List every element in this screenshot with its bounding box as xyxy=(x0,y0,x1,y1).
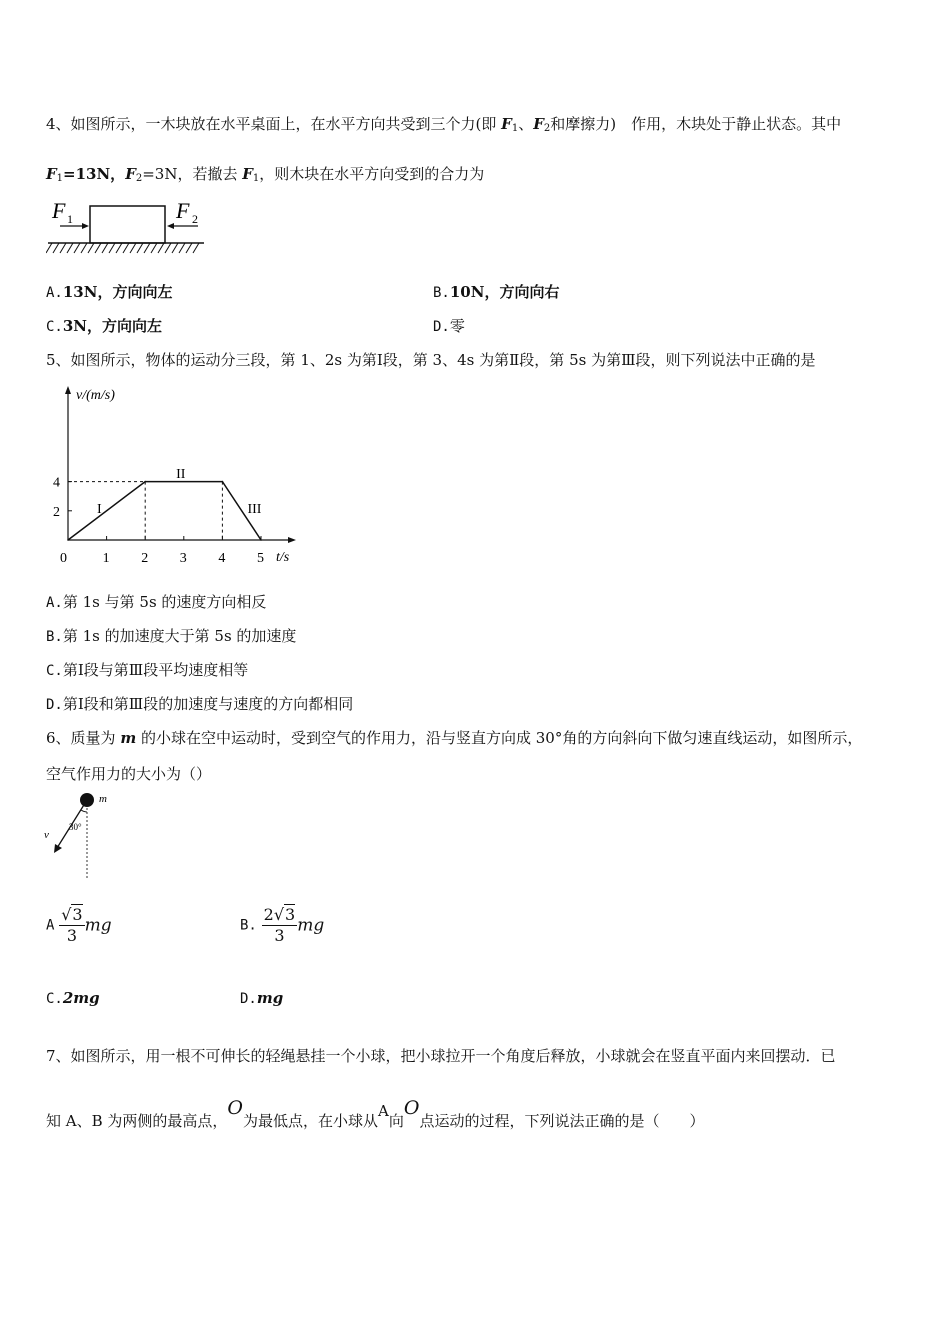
hatch-mark xyxy=(46,243,52,253)
fraction-radicand: 3 xyxy=(72,905,83,924)
hatch-mark xyxy=(67,243,73,253)
q5-option-b[interactable] xyxy=(46,626,296,647)
fraction-coef: 2 xyxy=(263,905,274,924)
q4-f1-symbol: F xyxy=(242,165,253,183)
q4-option-c[interactable] xyxy=(46,316,162,337)
q4-question-text: ，则木块在水平方向受到的合力为 xyxy=(259,165,485,183)
hatch-mark xyxy=(193,243,199,253)
fraction-denominator: 3 xyxy=(274,926,285,945)
q4-f1-sub: 1 xyxy=(252,173,260,184)
hatch-mark xyxy=(179,243,185,253)
q4-f2-sub: 2 xyxy=(135,173,143,184)
q4-f1-sub: 1 xyxy=(511,123,519,134)
q6-option-c[interactable] xyxy=(46,988,100,1009)
data-point xyxy=(67,539,69,541)
fraction-numerator: √3 xyxy=(61,905,83,924)
q4-number: 4、 xyxy=(46,115,71,133)
fraction-radicand: 3 xyxy=(285,905,296,924)
x-tick-label: 2 xyxy=(141,551,149,566)
option-text: mg xyxy=(256,989,284,1007)
option-text: 13N，方向向左 xyxy=(62,283,173,301)
hatch-mark xyxy=(88,243,94,253)
hatch-mark xyxy=(151,243,157,253)
data-point xyxy=(222,481,224,483)
q6-option-a-fraction xyxy=(59,905,84,946)
option-label: A. xyxy=(46,595,63,611)
q5-option-c[interactable] xyxy=(46,660,248,681)
option-label: C. xyxy=(46,991,63,1007)
hatch-mark xyxy=(60,243,66,253)
q4-stem-line2 xyxy=(46,164,484,189)
q4-ground-hatch xyxy=(46,243,199,253)
option-label: B. xyxy=(46,629,63,645)
option-label: D. xyxy=(46,697,63,713)
q6-option-a[interactable] xyxy=(46,905,112,946)
hatch-mark xyxy=(102,243,108,253)
hatch-mark xyxy=(53,243,59,253)
y-tick-label: 2 xyxy=(53,504,60,520)
option-label: B. xyxy=(433,285,450,301)
q4-block-figure xyxy=(46,196,210,258)
q6-fig-velocity-label: v xyxy=(44,829,49,841)
hatch-mark xyxy=(81,243,87,253)
q4-stem-text-a: 如图所示，一木块放在水平桌面上，在水平方向共受到三个力(即 xyxy=(70,115,502,133)
q5-stem: 5、如图所示，物体的运动分三段，第 1、2s 为第Ⅰ段，第 3、4s 为第Ⅱ段，第 5s 为第Ⅲ段，则下列说法中正确的是 xyxy=(46,351,816,369)
q7-o-symbol: O xyxy=(403,1097,420,1119)
segment-label-i: I xyxy=(96,501,102,517)
q7-stem-line2 xyxy=(46,1097,705,1133)
option-text: 零 xyxy=(449,317,465,335)
option-label: C. xyxy=(46,319,63,335)
q4-f1-symbol: F xyxy=(501,115,512,133)
hatch-mark xyxy=(95,243,101,253)
q7-text-a: 知 A、B 为两侧的最高点， xyxy=(46,1112,228,1130)
q6-ball-figure xyxy=(40,786,130,882)
fraction-numerator: 2√3 xyxy=(263,905,296,924)
q7-text-b: 为最低点，在小球从 xyxy=(242,1112,378,1130)
q4-separator: 、 xyxy=(518,115,534,133)
fraction-denominator: 3 xyxy=(66,926,77,945)
q5-option-d[interactable] xyxy=(46,694,353,715)
option-text: 10N，方向向右 xyxy=(449,283,560,301)
fraction-tail: mg xyxy=(84,915,112,936)
q4-f2-symbol: F xyxy=(533,115,544,133)
q6-angle-arc xyxy=(81,810,87,812)
y-axis-arrowhead xyxy=(65,386,71,394)
hatch-mark xyxy=(137,243,143,253)
hatch-mark xyxy=(130,243,136,253)
q5-option-a[interactable] xyxy=(46,592,266,613)
option-label: B. xyxy=(240,917,257,934)
option-label: C. xyxy=(46,663,63,679)
option-label: A. xyxy=(46,285,63,301)
q4-option-a[interactable] xyxy=(46,282,172,303)
hatch-mark xyxy=(165,243,171,253)
q4-f2-symbol: F xyxy=(125,165,136,183)
q6-stem-text-b: 的小球在空中运动时，受到空气的作用力，沿与竖直方向成 30°角的方向斜向下做匀速直线运动，如图所示， xyxy=(136,729,863,747)
q6-fig-mass-label: m xyxy=(99,793,107,805)
q6-mass-symbol: m xyxy=(120,729,137,747)
option-label: D. xyxy=(433,319,450,335)
q6-option-b[interactable] xyxy=(240,905,324,946)
q6-fig-angle-label: 30° xyxy=(69,822,82,832)
hatch-mark xyxy=(144,243,150,253)
q4-option-b[interactable] xyxy=(433,282,559,303)
q7-text-c: 向 xyxy=(388,1112,404,1130)
segment-label-iii: III xyxy=(247,501,262,517)
q7-o-symbol: O xyxy=(227,1097,243,1119)
x-tick-label: 1 xyxy=(102,551,110,566)
q4-f1-arrowhead xyxy=(82,223,89,229)
option-text: 第 1s 与第 5s 的速度方向相反 xyxy=(62,593,267,611)
q4-f2-arrowhead xyxy=(167,223,174,229)
q6-stem-text-a: 6、质量为 xyxy=(46,729,121,747)
hatch-mark xyxy=(123,243,129,253)
q7-a-symbol: A xyxy=(378,1102,389,1120)
option-text: 第Ⅰ段与第Ⅲ段平均速度相等 xyxy=(62,661,249,679)
q6-option-d[interactable] xyxy=(240,988,283,1009)
x-tick-label: 5 xyxy=(257,551,264,566)
option-text: 第 1s 的加速度大于第 5s 的加速度 xyxy=(62,627,297,645)
q7-text-d: 点运动的过程，下列说法正确的是（ ） xyxy=(419,1112,705,1130)
option-label: A xyxy=(46,917,55,934)
x-axis-label: t/s xyxy=(276,550,290,565)
option-text: 3N，方向向左 xyxy=(62,317,163,335)
data-point xyxy=(144,481,146,483)
hatch-mark xyxy=(172,243,178,253)
q4-f2-value: =3N，若撤去 xyxy=(142,165,243,183)
option-text: 2mg xyxy=(62,989,100,1007)
q4-fig-f2-sub: 2 xyxy=(192,212,198,226)
q4-fig-f2-label: F xyxy=(176,198,190,223)
y-axis-label: v/(m/s) xyxy=(76,388,115,403)
q4-f1-sub: 1 xyxy=(56,173,64,184)
x-tick-label: 3 xyxy=(179,551,187,566)
q4-fig-f1-sub: 1 xyxy=(67,212,73,226)
q6-stem-line1 xyxy=(46,728,862,748)
q4-f2-sub: 2 xyxy=(543,123,551,134)
hatch-mark xyxy=(158,243,164,253)
hatch-mark xyxy=(186,243,192,253)
x-tick-label: 0 xyxy=(60,551,67,566)
q4-stem-line1 xyxy=(46,114,841,139)
segment-label-ii: II xyxy=(176,466,186,482)
q4-stem-text-b: 和摩擦力) 作用，木块处于静止状态。其中 xyxy=(550,115,842,133)
hatch-mark xyxy=(74,243,80,253)
x-axis-arrowhead xyxy=(288,537,296,543)
q5-vt-chart xyxy=(46,380,306,572)
q5-chart-layer xyxy=(53,386,296,566)
q6-stem-line2: 空气作用力的大小为（） xyxy=(46,765,212,783)
q7-stem-line1: 7、如图所示，用一根不可伸长的轻绳悬挂一个小球，把小球拉开一个角度后释放，小球就会在竖直平面内来回摆动．已 xyxy=(46,1047,836,1065)
y-tick-label: 4 xyxy=(53,475,60,491)
q6-option-b-fraction xyxy=(262,905,298,946)
q4-option-d[interactable] xyxy=(433,316,465,337)
hatch-mark xyxy=(116,243,122,253)
fraction-tail: mg xyxy=(297,915,325,936)
q4-f1-symbol: F xyxy=(46,165,57,183)
x-tick-label: 4 xyxy=(218,551,226,566)
option-text: 第Ⅰ段和第Ⅲ段的加速度与速度的方向都相同 xyxy=(62,695,354,713)
data-point xyxy=(260,539,262,541)
q4-f1-value: =13N， xyxy=(63,165,126,183)
hatch-mark xyxy=(109,243,115,253)
option-label: D. xyxy=(240,991,257,1007)
q4-fig-f1-label: F xyxy=(52,198,66,223)
q6-ball xyxy=(80,793,94,807)
q4-block xyxy=(90,206,165,243)
